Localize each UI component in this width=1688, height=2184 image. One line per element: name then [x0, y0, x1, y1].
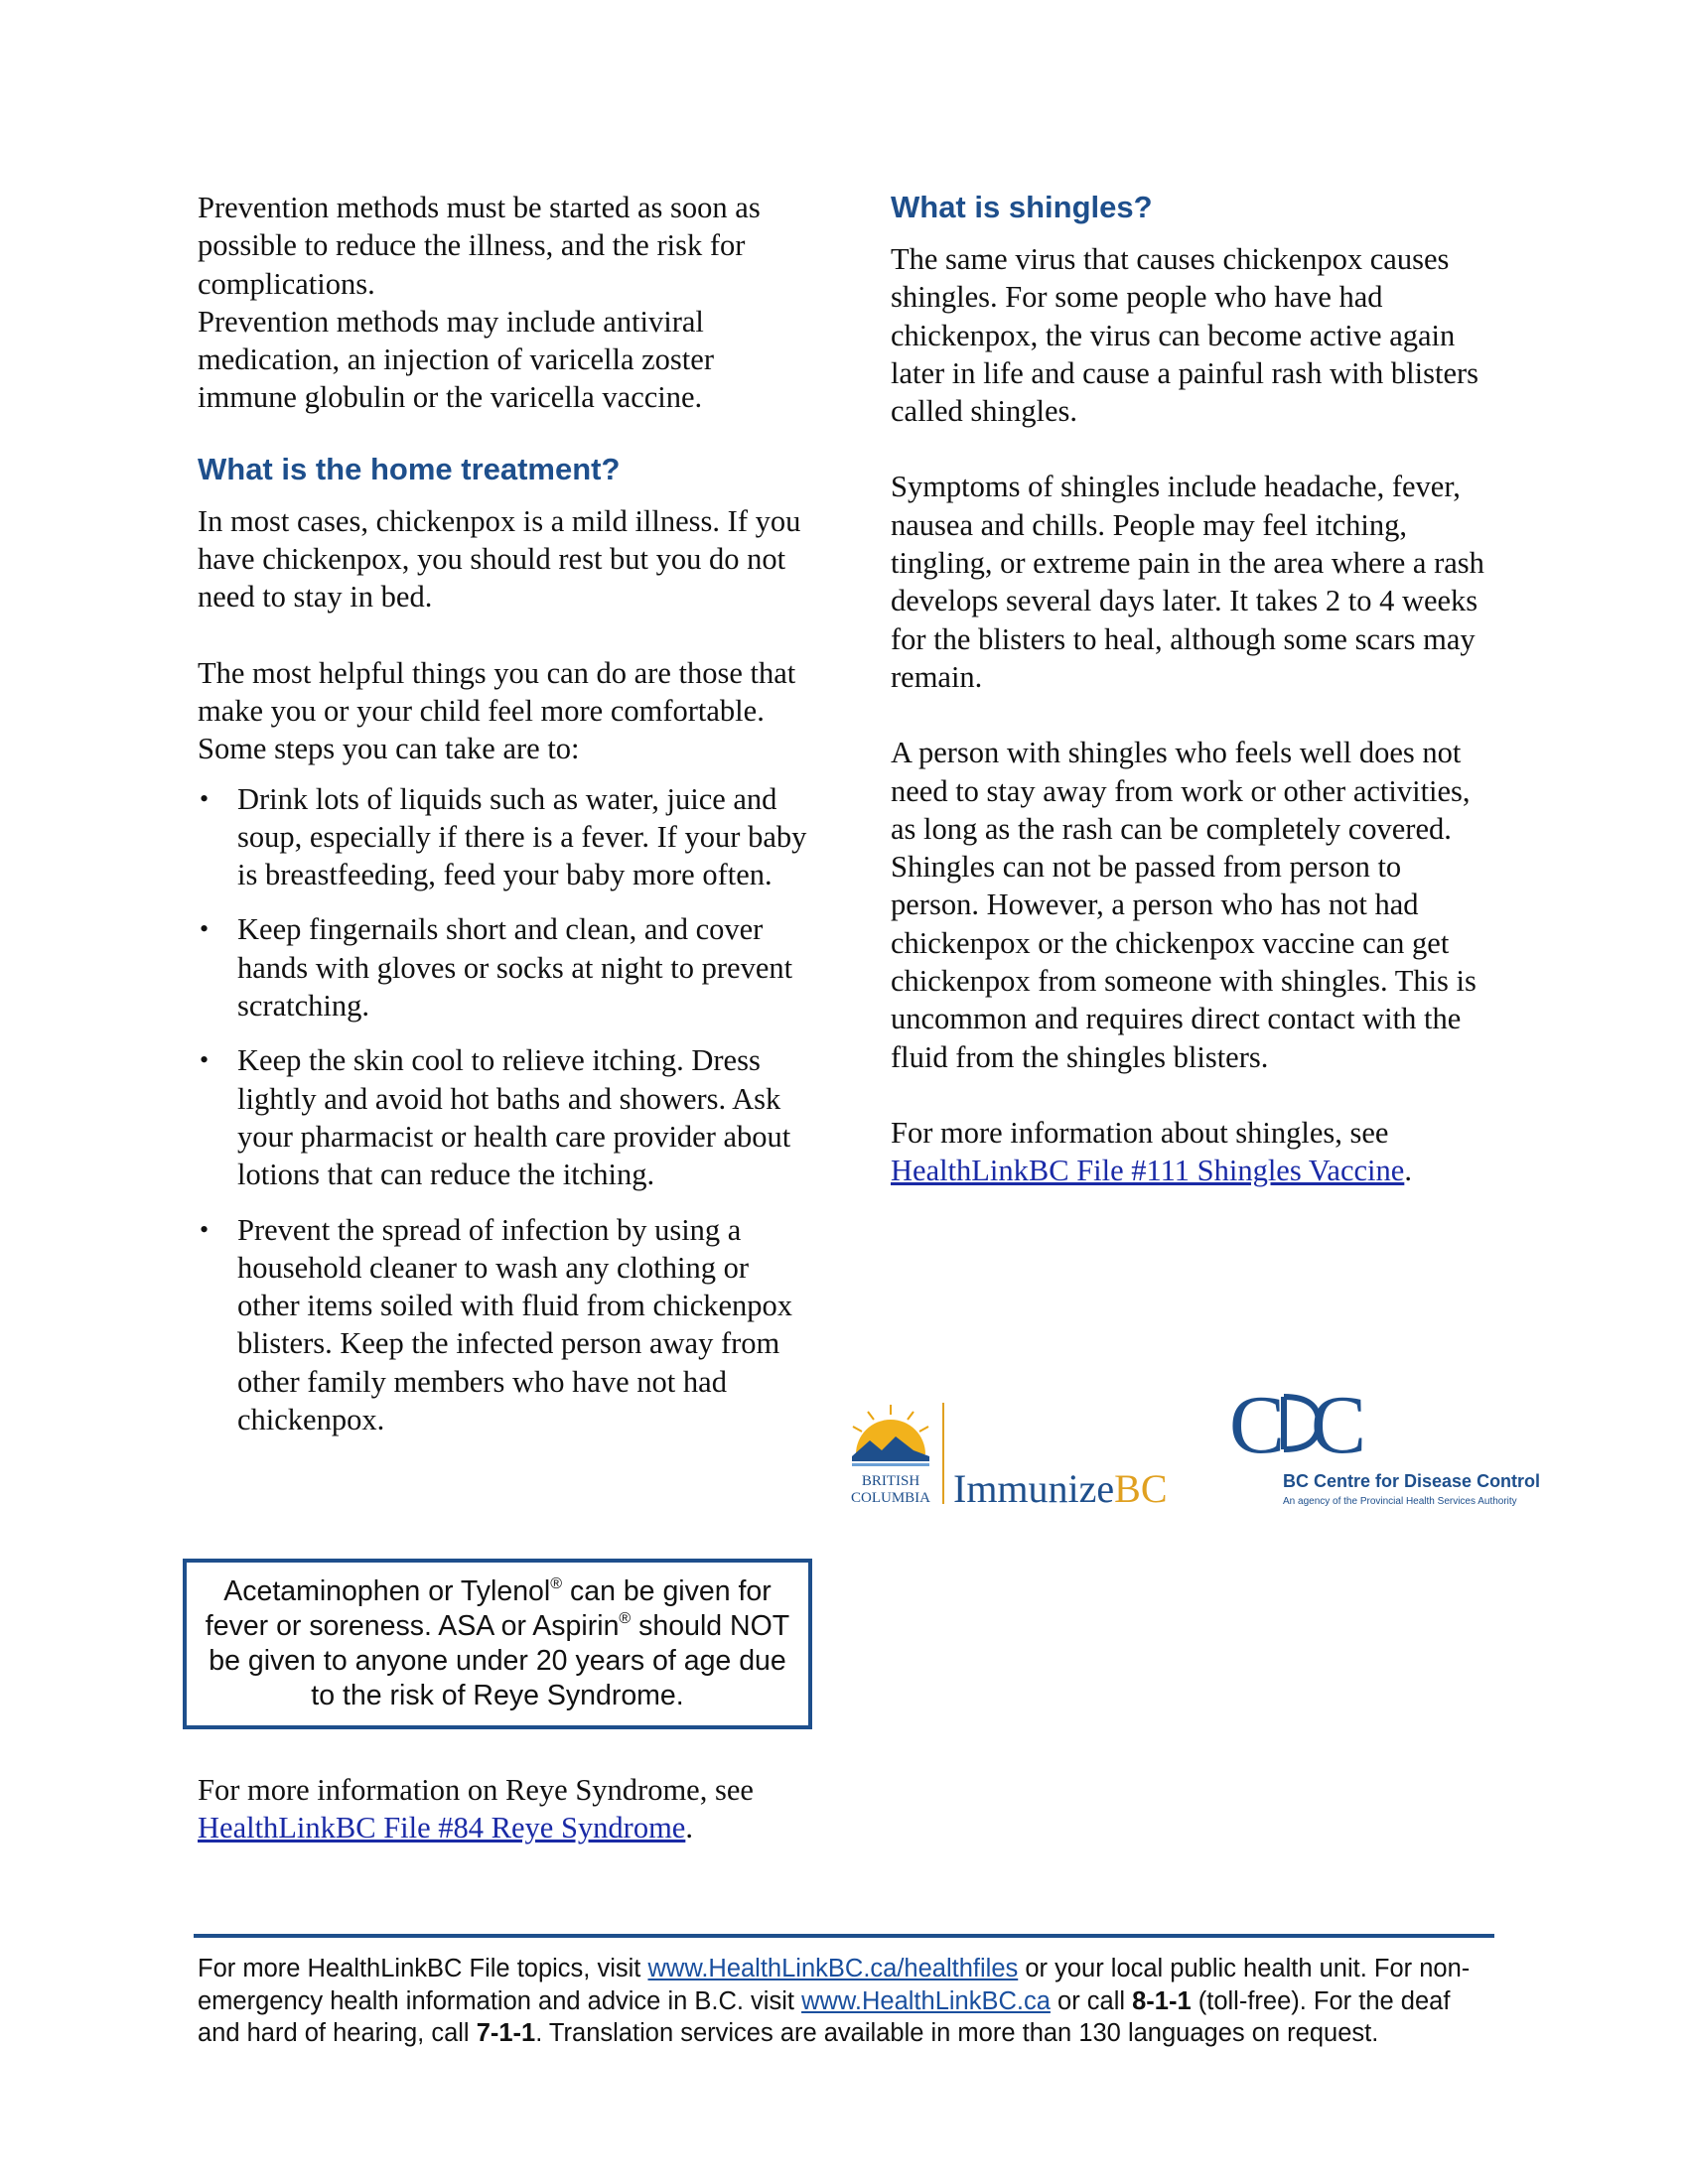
- reye-warning-callout: Acetaminophen or Tylenol® can be given for fever or soreness. ASA or Aspirin® should NOT be given to anyone under 20 years of age due to the risk of Reye Syndrome.: [183, 1559, 812, 1729]
- bullet-icon: •: [200, 783, 210, 813]
- reye-info-paragraph: For more information on Reye Syndrome, see HealthLinkBC File #84 Reye Syndrome.: [198, 1773, 754, 1845]
- svg-text:An agency of the Provincial He: An agency of the Provincial Health Services Authority: [1283, 1496, 1517, 1507]
- prevention-paragraph-1: Prevention methods must be started as soon as possible to reduce the illness, and the risk for complications.: [198, 191, 761, 301]
- list-item: • Prevent the spread of infection by using a household cleaner to wash any clothing or other items soiled with fluid from chickenpox blisters. Keep the infected person away from other family members who have not had chickenpox.: [200, 1212, 793, 1437]
- home-treatment-paragraph-2: The most helpful things you can do are those that make you or your child feel more comfortable. Some steps you can take are to:: [198, 655, 796, 766]
- svg-text:C: C: [1229, 1379, 1286, 1471]
- list-item: • Keep the skin cool to relieve itching. Dress lightly and avoid hot baths and showers. Ask your pharmacist or health care provider about lotions that can reduce the itching.: [200, 1043, 791, 1192]
- bullet-icon: •: [200, 914, 210, 944]
- phone-811: 8-1-1: [1132, 1986, 1192, 2015]
- phone-711: 7-1-1: [476, 2019, 536, 2047]
- svg-text:BRITISH: BRITISH: [861, 1473, 920, 1489]
- partner-logos: [844, 1375, 1559, 1514]
- bc-government-logo: [851, 1403, 943, 1506]
- healthfiles-link[interactable]: www.HealthLinkBC.ca/healthfiles: [647, 1955, 1019, 1982]
- svg-text:COLUMBIA: COLUMBIA: [850, 1490, 931, 1506]
- shingles-paragraph-1: The same virus that causes chickenpox causes shingles. For some people who have had chickenpox, the virus can become active again later in life and cause a painful rash with blisters called shingles.: [891, 242, 1479, 429]
- shingles-paragraph-3: A person with shingles who feels well does not need to stay away from work or other activities, as long as the rash can be completely covered. Shingles can not be passed from person to person. However, a person who has not had chickenpox or the chickenpox vaccine can get chickenpox from someone with shingles. This is uncommon and requires direct contact with the fluid from the shingles blisters.: [891, 736, 1477, 1074]
- immunizebc-logo: ImmunizeBC: [953, 1466, 1168, 1511]
- bullet-icon: •: [200, 1045, 210, 1075]
- home-treatment-heading: What is the home treatment?: [198, 451, 621, 486]
- home-treatment-paragraph-1: In most cases, chickenpox is a mild illness. If you have chickenpox, you should rest but you do not need to stay in bed.: [198, 503, 801, 614]
- bullet-icon: •: [200, 1214, 210, 1244]
- footer-divider: [194, 1934, 1494, 1938]
- svg-text:BC Centre for Disease Control: BC Centre for Disease Control: [1283, 1471, 1541, 1491]
- reye-syndrome-link[interactable]: HealthLinkBC File #84 Reye Syndrome: [198, 1811, 686, 1845]
- healthlinkbc-link[interactable]: www.HealthLinkBC.ca: [801, 1986, 1051, 2015]
- registered-mark: ®: [550, 1575, 563, 1592]
- svg-text:C: C: [1311, 1379, 1367, 1471]
- list-item: • Keep fingernails short and clean, and cover hands with gloves or socks at night to prevent scratching.: [200, 912, 793, 1024]
- left-column: [198, 189, 813, 1455]
- shingles-vaccine-link[interactable]: HealthLinkBC File #111 Shingles Vaccine: [891, 1154, 1405, 1188]
- right-column: [891, 189, 1496, 1190]
- shingles-paragraph-2: Symptoms of shingles include headache, fever, nausea and chills. People may feel itching, tingling, or extreme pain in the area where a rash develops several days later. It takes 2 to 4 weeks for the blisters to heal, although some scars may remain.: [891, 470, 1484, 694]
- home-treatment-list: [198, 780, 813, 1439]
- prevention-paragraph-2: Prevention methods may include antiviral medication, an injection of varicella zoster immune globulin or the varicella vaccine.: [198, 304, 714, 415]
- list-item: • Drink lots of liquids such as water, juice and soup, especially if there is a fever. If your baby is breastfeeding, feed your baby more often.: [200, 781, 807, 892]
- shingles-more-info: For more information about shingles, see HealthLinkBC File #111 Shingles Vaccine.: [891, 1115, 1412, 1188]
- shingles-heading: What is shingles?: [891, 190, 1153, 224]
- bccdc-logo: [1229, 1379, 1540, 1507]
- footer-text: For more HealthLinkBC File topics, visit www.HealthLinkBC.ca/healthfiles or your local public health unit. For non-emergency health information and advice in B.C. visit www.HealthLinkBC.ca or call 8-1-1 (toll-free). For the deaf and hard of hearing, call 7-1-1. Translation services are available in more than 130 languages on request.: [198, 1955, 1471, 2047]
- registered-mark: ®: [619, 1610, 632, 1627]
